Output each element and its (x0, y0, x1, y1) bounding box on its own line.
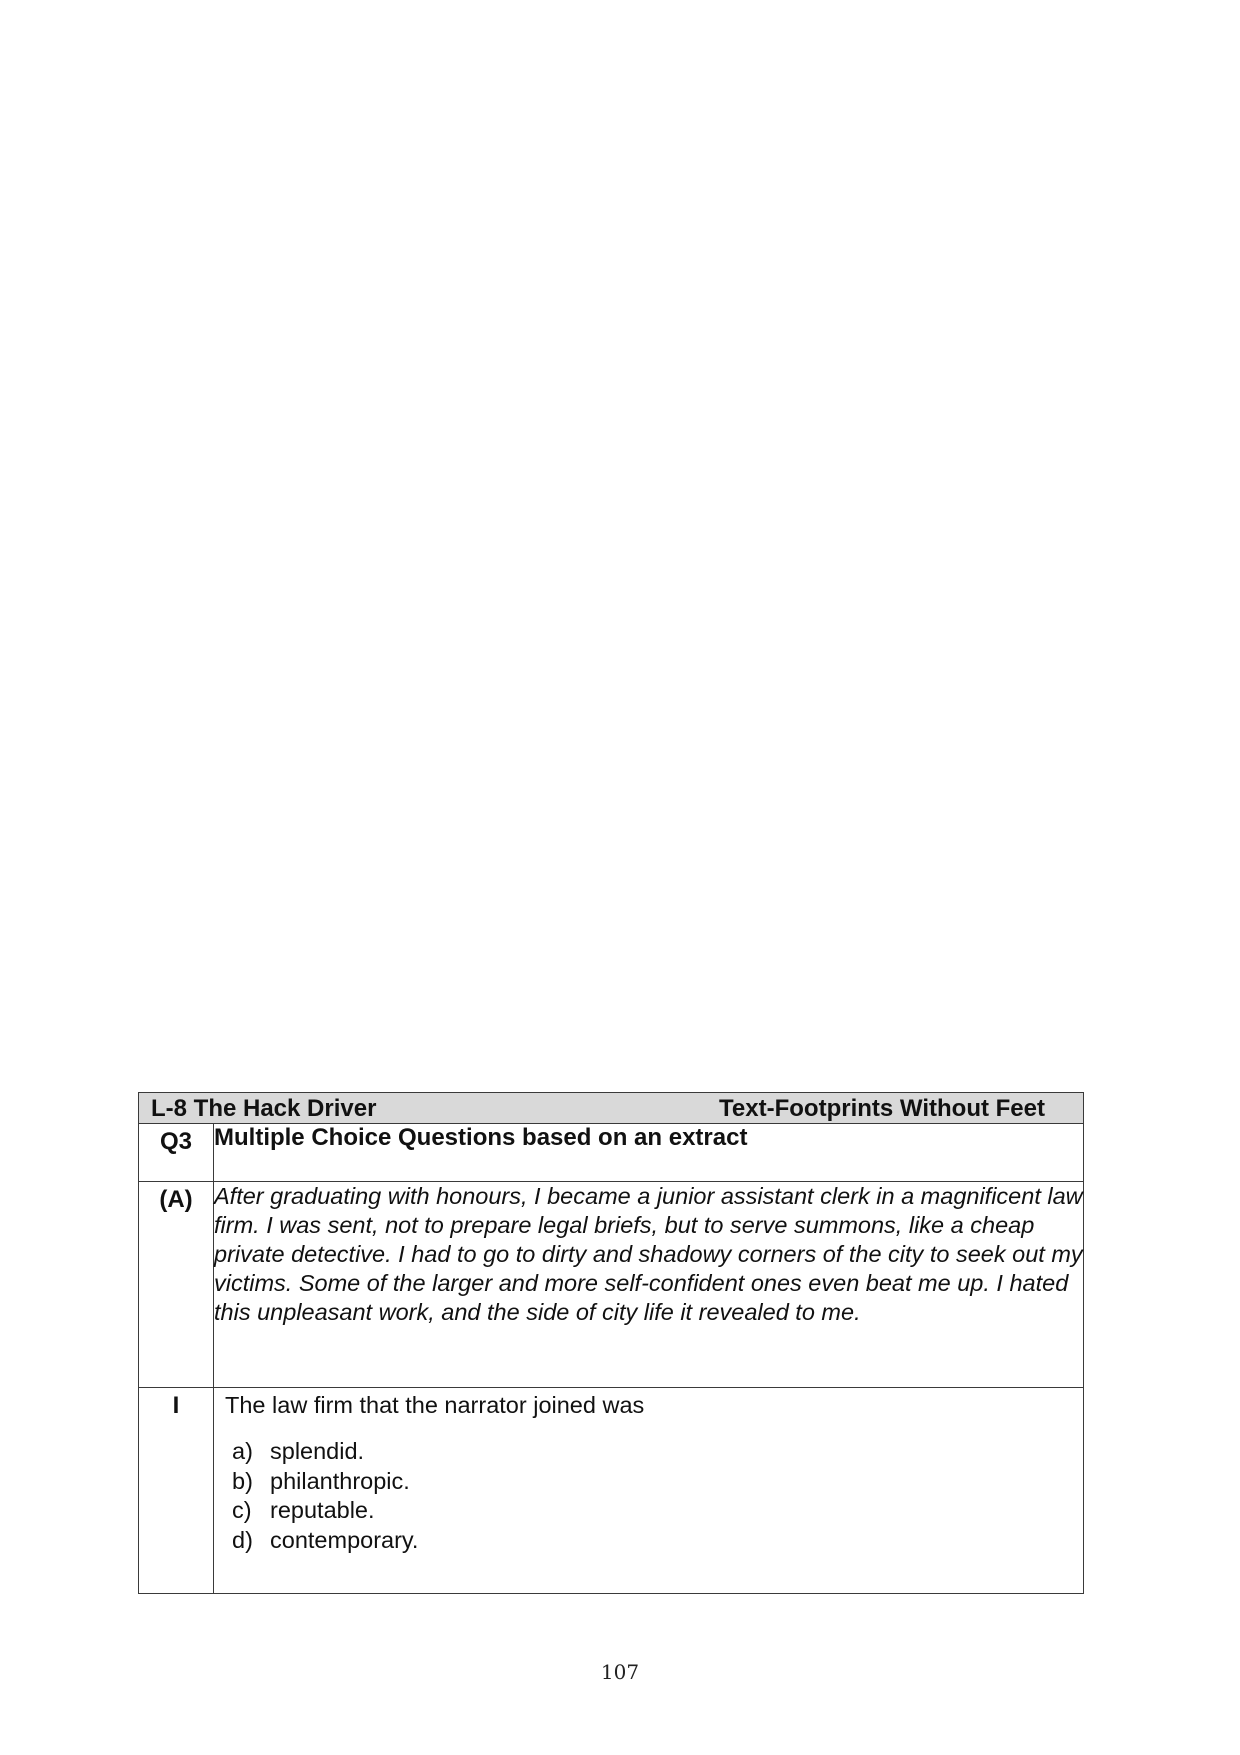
option-letter: a) (232, 1438, 253, 1464)
option-d (232, 1526, 1083, 1556)
extract-text: After graduating with honours, I became a junior assistant clerk in a magnificent law firm. I was sent, not to prepare legal briefs, but to serve summons, like a cheap private detective. I had to go to dirty and shadowy corners of the city to seek out my victims. Some of the larger and more self-confident ones even beat me up. I hated this unpleasant work, and the side of city life it revealed to me. (214, 1182, 1084, 1388)
lesson-title: L-8 The Hack Driver (151, 1095, 377, 1122)
option-c (232, 1496, 1083, 1526)
header-row (139, 1093, 1084, 1124)
option-b (232, 1467, 1083, 1497)
mcq-options (232, 1437, 1083, 1555)
option-letter: b) (232, 1467, 253, 1494)
mcq-label: I (139, 1388, 214, 1594)
option-text: contemporary. (270, 1526, 419, 1553)
header-cell (139, 1093, 1084, 1124)
option-text: splendid. (270, 1438, 365, 1464)
text-source: Text-Footprints Without Feet (719, 1095, 1045, 1122)
option-a (232, 1437, 1083, 1467)
question-table (138, 1092, 1084, 1594)
question-row (139, 1124, 1084, 1182)
mcq-body (214, 1388, 1084, 1594)
page-number: 107 (600, 1660, 640, 1684)
question-number: Q3 (139, 1124, 214, 1182)
mcq-stem: The law firm that the narrator joined was (225, 1392, 645, 1418)
option-text: reputable. (270, 1497, 375, 1523)
mcq-row (139, 1388, 1084, 1594)
extract-label: (A) (139, 1182, 214, 1388)
question-title: Multiple Choice Questions based on an extract (214, 1124, 1084, 1182)
option-text: philanthropic. (270, 1467, 410, 1494)
option-letter: d) (232, 1526, 253, 1553)
option-letter: c) (232, 1497, 252, 1523)
extract-row (139, 1182, 1084, 1388)
